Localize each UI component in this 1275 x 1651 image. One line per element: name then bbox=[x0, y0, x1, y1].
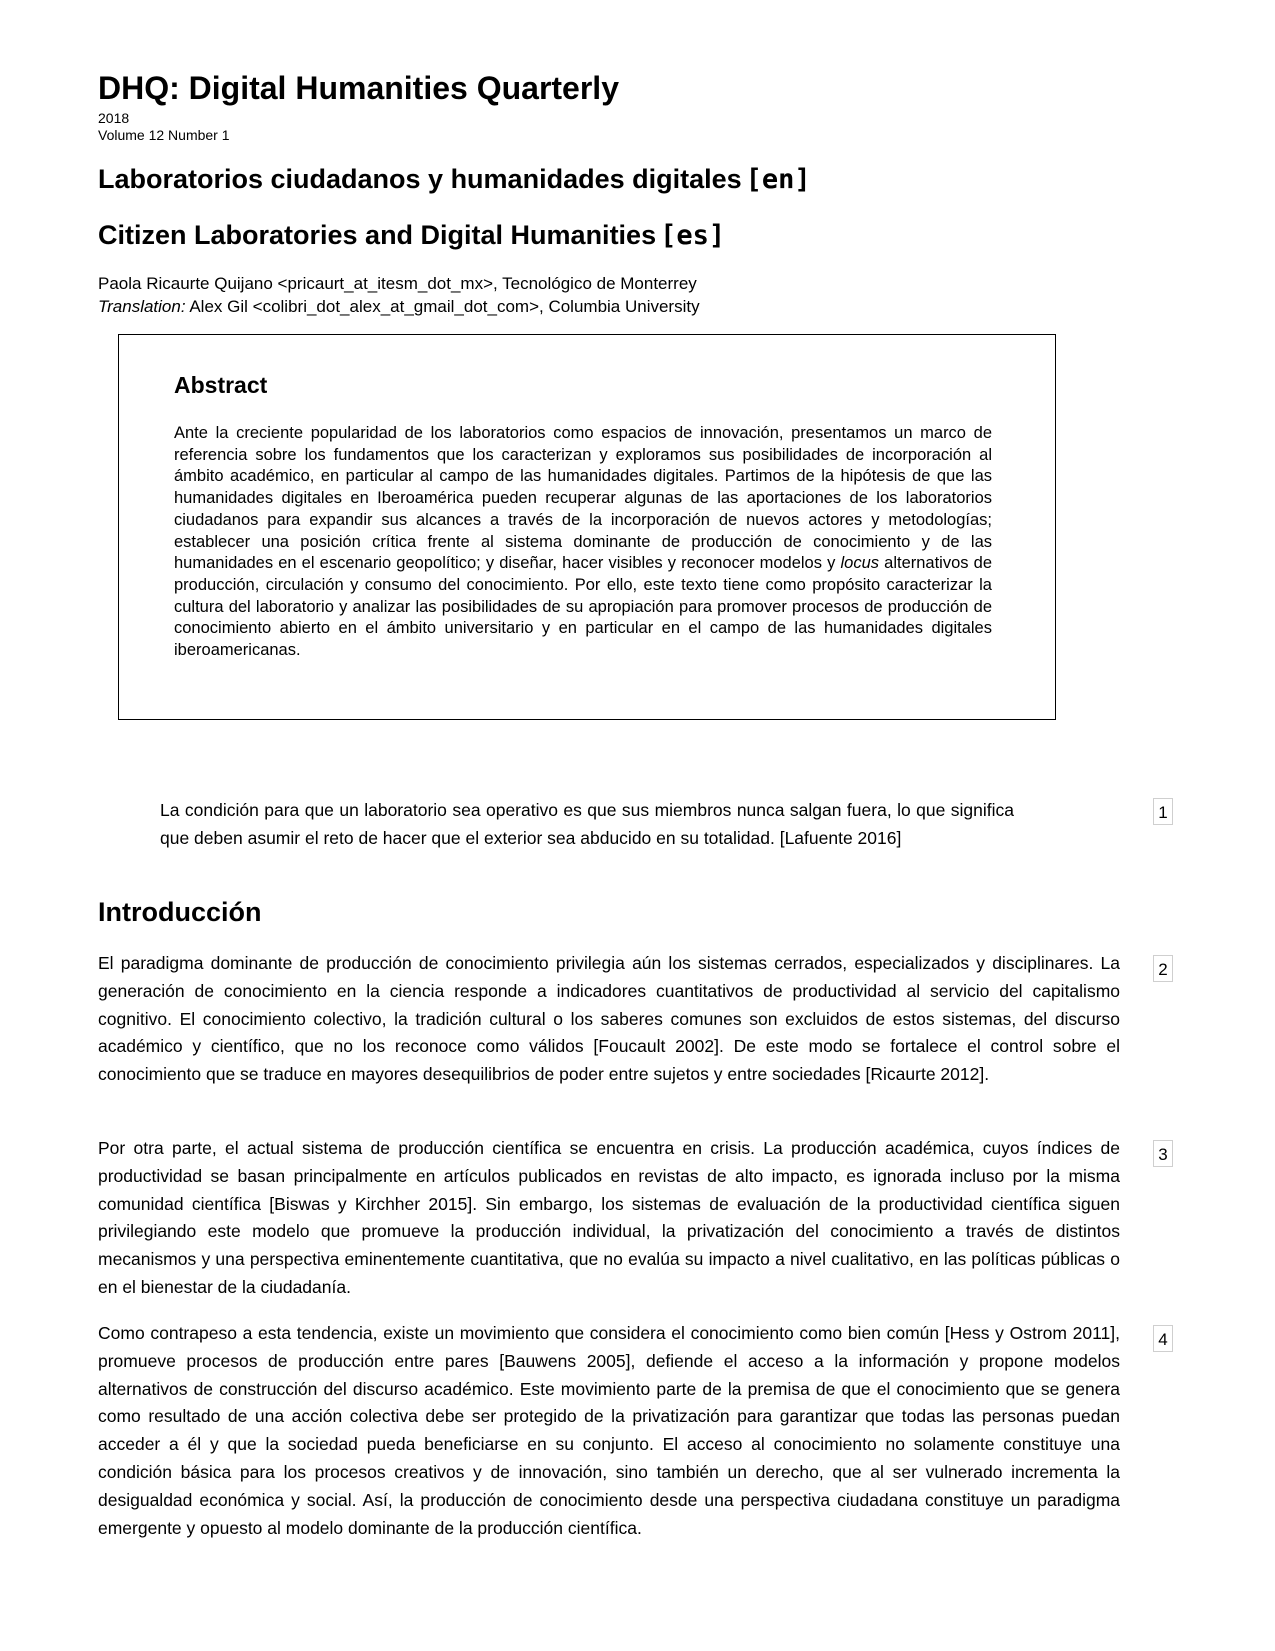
paragraph-number-3[interactable]: 3 bbox=[1153, 1140, 1173, 1167]
abstract-text-part-2: alternativos de producción, circulación y consumo del conocimiento. Por ello, este texto tiene como propósito caracterizar la cultura del laboratorio y analizar las posibilidades de su apropiación para promover procesos de producción de conocimiento abierto en el ámbito universitario y en particular en el campo de las humanidades digitales iberoamericanas. bbox=[174, 554, 992, 660]
article-title-english bbox=[98, 218, 725, 253]
paragraph-4: Como contrapeso a esta tendencia, existe un movimiento que considera el conocimiento como bien común [Hess y Ostrom 2011], promueve procesos de producción entre pares [Bauwens 2005], defiende el acceso a la información y propone modelos alternativos de construcción del discurso académico. Este movimiento parte de la premisa de que el conocimiento que se genera como resultado de una acción colectiva debe ser protegido de la privatización para garantizar que todas las personas puedan acceder a él y que la sociedad pueda beneficiarse en su conjunto. El acceso al conocimiento no solamente constituye una condición básica para los procesos creativos y de innovación, sino también un derecho, que al ser vulnerado incrementa la desigualdad económica y social. Así, la producción de conocimiento desde una perspectiva ciudadana constituye un paradigma emergente y opuesto al modelo dominante de la producción científica. bbox=[98, 1323, 1120, 1538]
author-line: Paola Ricaurte Quijano <pricaurt_at_itesm_dot_mx>, Tecnológico de Monterrey bbox=[98, 274, 697, 293]
paragraph-3: Por otra parte, el actual sistema de producción científica se encuentra en crisis. La producción académica, cuyos índices de productividad se basan principalmente en artículos publicados en revistas de alto impacto, es ignorada incluso por la misma comunidad científica [Biswas y Kirchher 2015]. Sin embargo, los sistemas de evaluación de la productividad científica siguen privilegiando este modelo que promueve la producción individual, la privatización del conocimiento a través de distintos mecanismos y una perspectiva eminentemente cuantitativa, que no evalúa su impacto a nivel cualitativo, en las políticas públicas o en el bienestar de la ciudadanía. bbox=[98, 1138, 1120, 1297]
spanish-version-link[interactable]: [es] bbox=[660, 220, 726, 251]
paragraph-2: El paradigma dominante de producción de conocimiento privilegia aún los sistemas cerrados, especializados y disciplinares. La generación de conocimiento en la ciencia responde a indicadores cuantitativos de productividad al servicio del capitalismo cognitivo. El conocimiento colectivo, la tradición cultural o los saberes comunes son excluidos de estos sistemas, del discurso académico y científico, que no los reconoce como válidos [Foucault 2002]. De este modo se fortalece el control sobre el conocimiento que se traduce en mayores desequilibrios de poder entre sujetos y entre sociedades [Ricaurte 2012]. bbox=[98, 953, 1120, 1085]
epigraph-quote: La condición para que un laboratorio sea operativo es que sus miembros nunca salgan fuera, lo que significa que deben asumir el reto de hacer que el exterior sea abducido en su totalidad. [Lafuente 2016] bbox=[160, 800, 1014, 848]
article-title-spanish-text: Laboratorios ciudadanos y humanidades digitales bbox=[98, 164, 742, 194]
paragraph-number-2[interactable]: 2 bbox=[1153, 955, 1173, 982]
abstract-italic-term: locus bbox=[840, 554, 880, 573]
article-title-english-text: Citizen Laboratories and Digital Humanities bbox=[98, 220, 657, 250]
journal-title: DHQ: Digital Humanities Quarterly bbox=[98, 70, 619, 106]
abstract-heading: Abstract bbox=[174, 372, 268, 398]
abstract-text bbox=[174, 423, 992, 662]
abstract-box bbox=[118, 334, 1056, 720]
publication-year: 2018 bbox=[98, 110, 130, 126]
article-title-spanish bbox=[98, 162, 811, 197]
author-block bbox=[98, 272, 700, 318]
paragraph-number-4[interactable]: 4 bbox=[1153, 1325, 1173, 1352]
translator-line bbox=[98, 295, 700, 318]
english-version-link[interactable]: [en] bbox=[745, 164, 811, 195]
paragraph-number-1[interactable]: 1 bbox=[1153, 798, 1173, 825]
translation-label: Translation: bbox=[98, 297, 186, 316]
section-heading-introduccion: Introducción bbox=[98, 897, 262, 927]
volume-number: Volume 12 Number 1 bbox=[98, 127, 230, 143]
abstract-text-part-1: Ante la creciente popularidad de los laboratorios como espacios de innovación, presentamos un marco de referencia sobre los fundamentos que los caracterizan y exploramos sus posibilidades de incorporación al ámbito académico, en particular al campo de las humanidades digitales. Partimos de la hipótesis de que las humanidades digitales en Iberoamérica pueden recuperar algunas de las aportaciones de los laboratorios ciudadanos para expandir sus alcances a través de la incorporación de nuevos actores y metodologías; establecer una posición crítica frente al sistema dominante de producción de conocimiento y de las humanidades en el escenario geopolítico; y diseñar, hacer visibles y reconocer modelos y bbox=[174, 424, 992, 573]
translator-text: Alex Gil <colibri_dot_alex_at_gmail_dot_com>, Columbia University bbox=[185, 297, 700, 316]
